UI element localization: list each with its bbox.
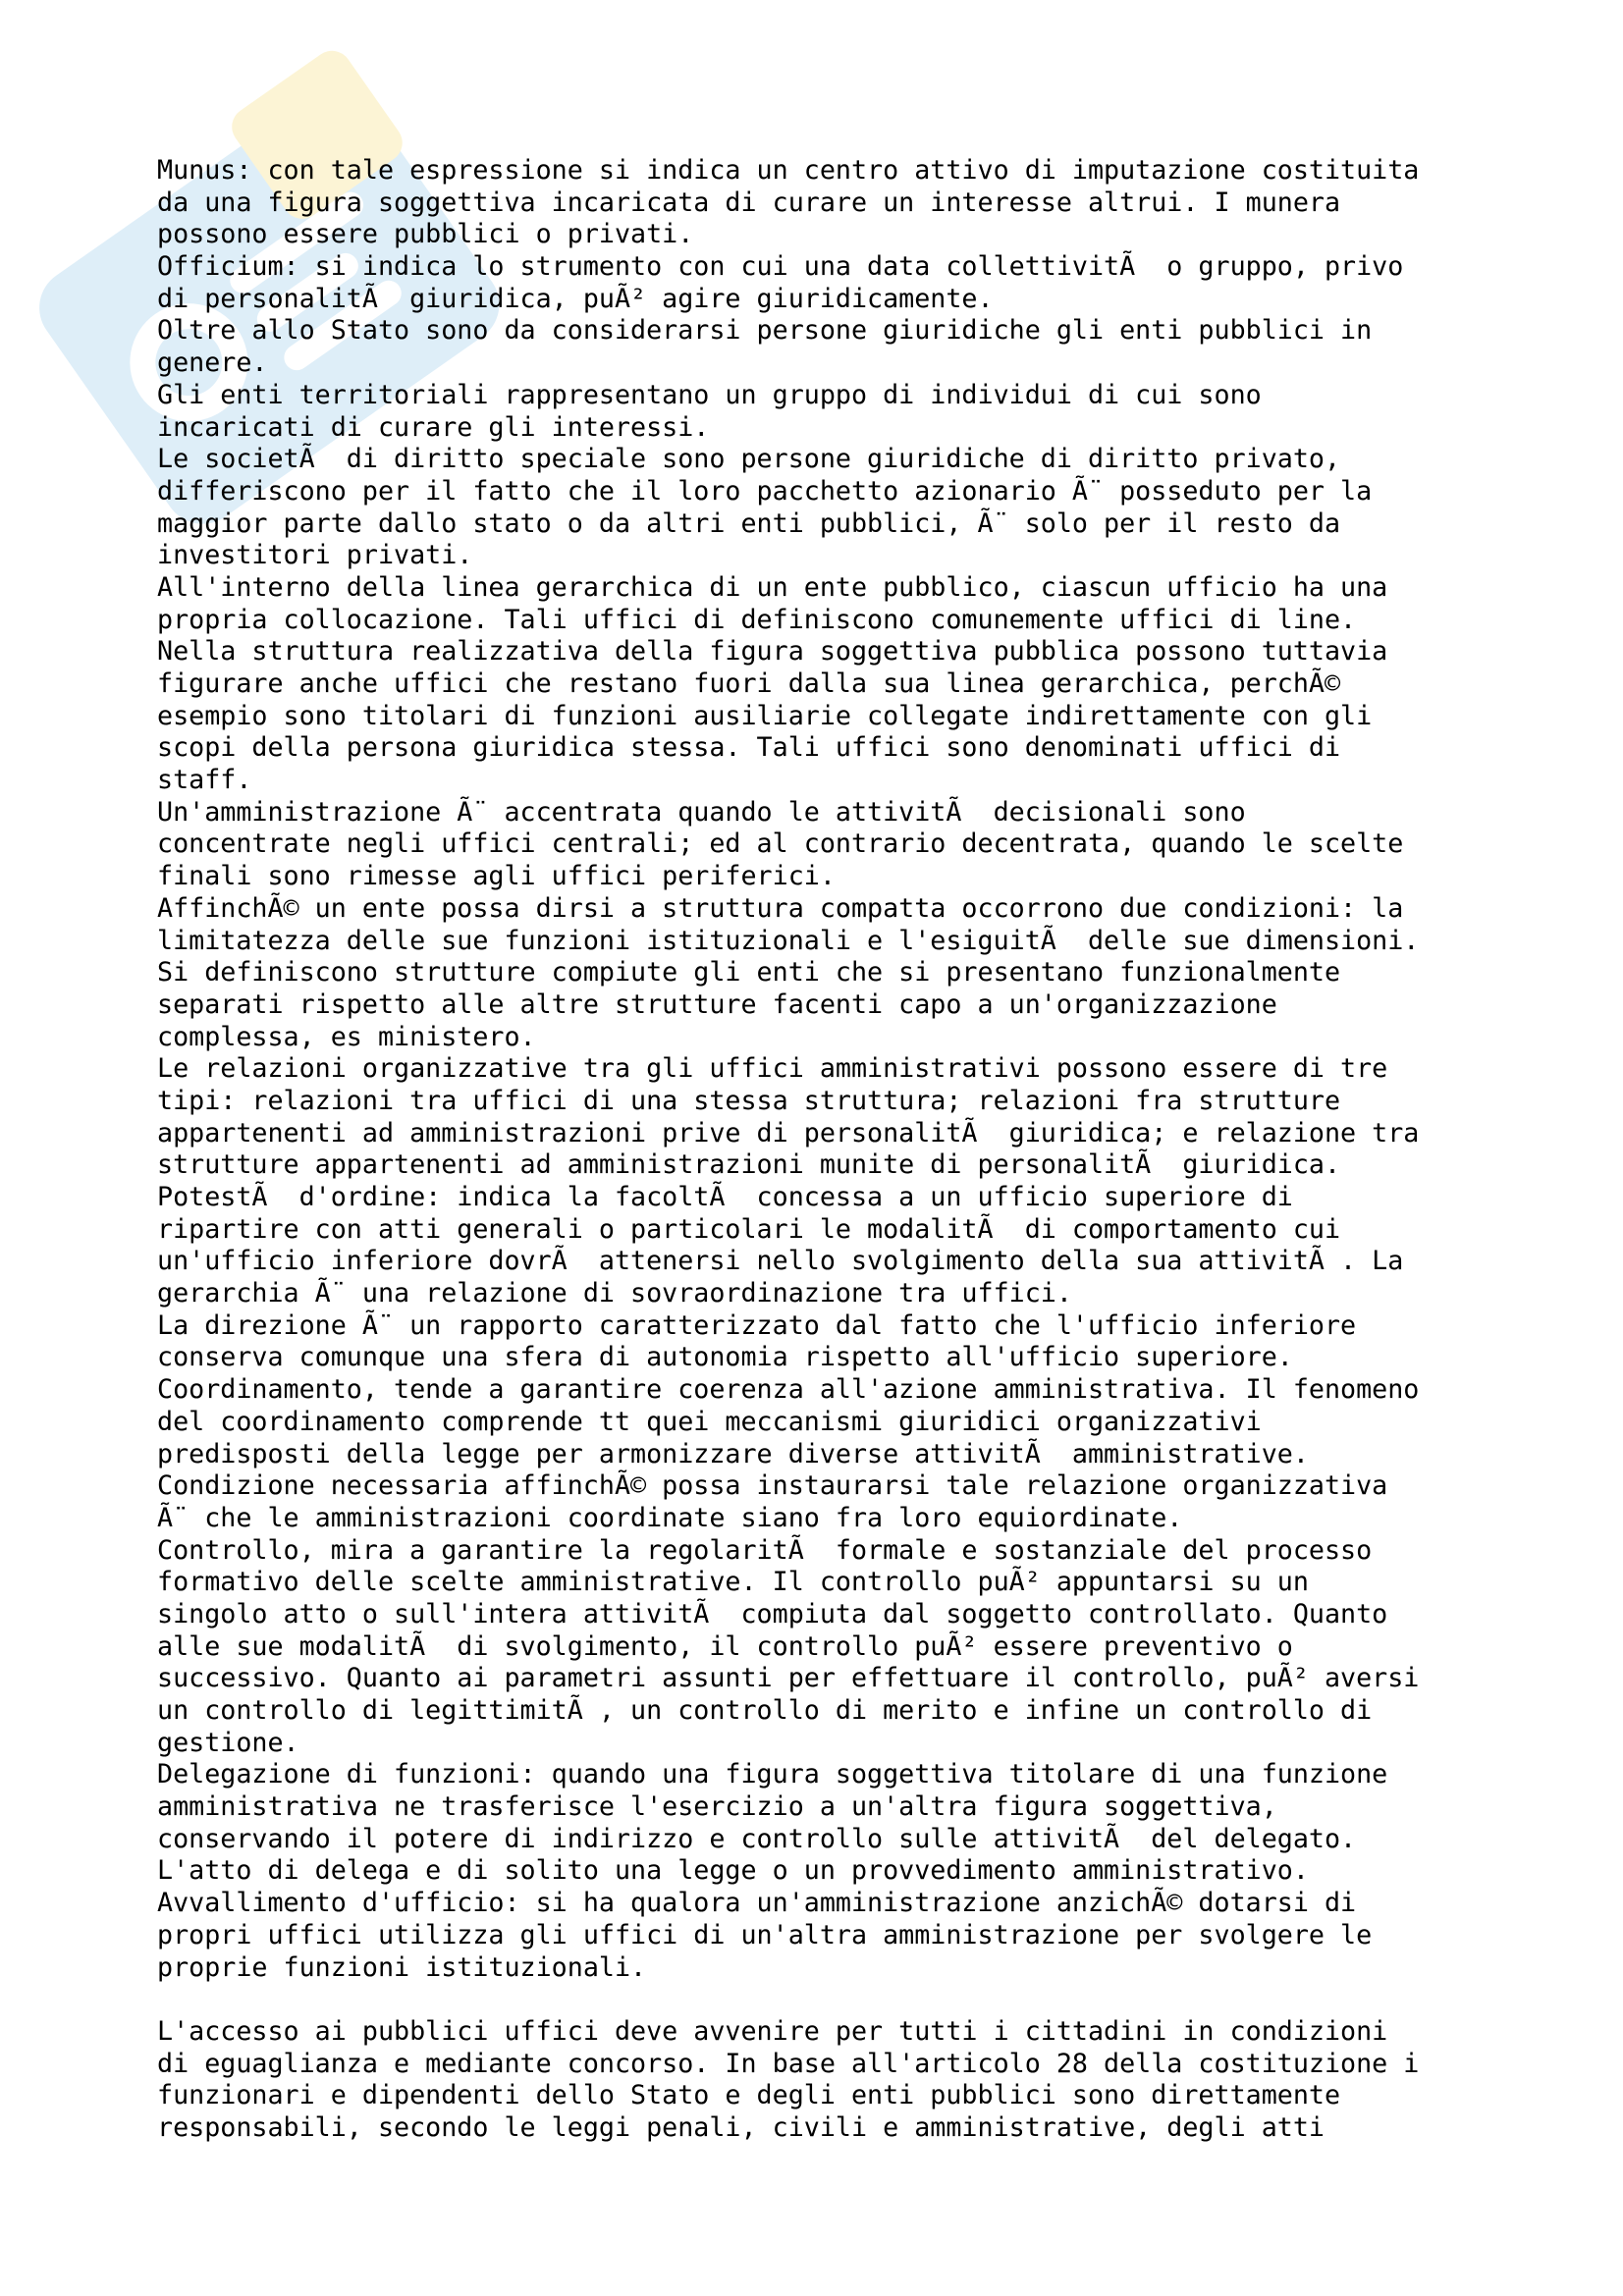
text-line: formativo delle scelte amministrative. Il controllo puÃ² appuntarsi su un [157, 1567, 1309, 1598]
text-line: Le relazioni organizzative tra gli uffici amministrativi possono essere di tre [157, 1053, 1388, 1085]
text-line: differiscono per il fatto che il loro pacchetto azionario Ã¨ posseduto per la [157, 475, 1373, 507]
text-line: limitatezza delle sue funzioni istituzionali e l'esiguitÃ delle sue dimensioni. [157, 925, 1420, 956]
text-line: gestione. [157, 1727, 299, 1758]
text-line: All'interno della linea gerarchica di un ente pubblico, ciascun ufficio ha una [157, 571, 1388, 603]
text-line [157, 1984, 1532, 2016]
text-line: genere. [157, 347, 268, 379]
text-line: Avvallimento d'ufficio: si ha qualora un'amministrazione anzichÃ© dotarsi di [157, 1888, 1357, 1919]
text-line: conservando il potere di indirizzo e controllo sulle attivitÃ del delegato. [157, 1823, 1357, 1854]
text-line: da una figura soggettiva incaricata di curare un interesse altrui. I munera [157, 187, 1341, 218]
text-line: investitori privati. [157, 540, 473, 571]
text-line: staff. [157, 765, 252, 796]
text-line: del coordinamento comprende tt quei meccanismi giuridici organizzativi [157, 1406, 1262, 1437]
text-line: Coordinamento, tende a garantire coerenza all'azione amministrativa. Il fenomeno [157, 1374, 1420, 1406]
text-line: predisposti della legge per armonizzare diverse attivitÃ amministrative. [157, 1438, 1309, 1469]
text-line: Oltre allo Stato sono da considerarsi persone giuridiche gli enti pubblici in [157, 315, 1373, 347]
text-line: figurare anche uffici che restano fuori dalla sua linea gerarchica, perchÃ© [157, 668, 1341, 699]
text-line: un'ufficio inferiore dovrÃ attenersi nello svolgimento della sua attivitÃ . La [157, 1246, 1404, 1277]
text-line: proprie funzioni istituzionali. [157, 1951, 647, 1983]
text-line: Si definiscono strutture compiute gli enti che si presentano funzionalmente [157, 957, 1341, 988]
text-line: Controllo, mira a garantire la regolaritÃ formale e sostanziale del processo [157, 1534, 1373, 1566]
text-line: tipi: relazioni tra uffici di una stessa struttura; relazioni fra strutture [157, 1085, 1341, 1116]
document-body [157, 155, 1532, 2145]
text-line: Le societÃ di diritto speciale sono persone giuridiche di diritto privato, [157, 444, 1341, 475]
text-line: Officium: si indica lo strumento con cui una data collettivitÃ o gruppo, privo [157, 251, 1404, 283]
text-line: concentrate negli uffici centrali; ed al contrario decentrata, quando le scelte [157, 828, 1404, 860]
text-line: Condizione necessaria affinchÃ© possa instaurarsi tale relazione organizzativa [157, 1470, 1388, 1502]
text-line: successivo. Quanto ai parametri assunti per effettuare il controllo, puÃ² aversi [157, 1663, 1420, 1694]
text-line: finali sono rimesse agli uffici periferici. [157, 861, 836, 892]
text-line: Delegazione di funzioni: quando una figura soggettiva titolare di una funzione [157, 1759, 1388, 1790]
text-line: alle sue modalitÃ di svolgimento, il controllo puÃ² essere preventivo o [157, 1630, 1293, 1662]
text-line: L'atto di delega e di solito una legge o un provvedimento amministrativo. [157, 1855, 1309, 1887]
text-line: un controllo di legittimitÃ , un controllo di merito e infine un controllo di [157, 1695, 1373, 1726]
text-line: Munus: con tale espressione si indica un centro attivo di imputazione costituita [157, 155, 1420, 186]
text-line: gerarchia Ã¨ una relazione di sovraordinazione tra uffici. [157, 1278, 1072, 1309]
text-line: appartenenti ad amministrazioni prive di personalitÃ giuridica; e relazione tra [157, 1117, 1420, 1148]
text-line: Gli enti territoriali rappresentano un gruppo di individui di cui sono [157, 379, 1262, 410]
text-line: singolo atto o sull'intera attivitÃ compiuta dal soggetto controllato. Quanto [157, 1598, 1388, 1629]
text-line: possono essere pubblici o privati. [157, 219, 694, 250]
text-line: Nella struttura realizzativa della figura soggettiva pubblica possono tuttavia [157, 636, 1388, 667]
text-line: Ã¨ che le amministrazioni coordinate siano fra loro equiordinate. [157, 1502, 1183, 1533]
text-line: maggior parte dallo stato o da altri enti pubblici, Ã¨ solo per il resto da [157, 507, 1341, 539]
text-line: responsabili, secondo le leggi penali, civili e amministrative, degli atti [157, 2111, 1325, 2143]
text-line: strutture appartenenti ad amministrazioni munite di personalitÃ giuridica. [157, 1149, 1341, 1181]
text-line: scopi della persona giuridica stessa. Tali uffici sono denominati uffici di [157, 732, 1341, 764]
text-line: AffinchÃ© un ente possa dirsi a struttura compatta occorrono due condizioni: la [157, 892, 1404, 924]
text-line: amministrativa ne trasferisce l'esercizio a un'altra figura soggettiva, [157, 1791, 1277, 1823]
text-line: propria collocazione. Tali uffici di definiscono comunemente uffici di line. [157, 604, 1357, 635]
text-line: complessa, es ministero. [157, 1021, 536, 1052]
text-line: separati rispetto alle altre strutture facenti capo a un'organizzazione [157, 988, 1277, 1020]
text-line: conserva comunque una sfera di autonomia rispetto all'ufficio superiore. [157, 1342, 1293, 1373]
text-line: ripartire con atti generali o particolari le modalitÃ di comportamento cui [157, 1213, 1341, 1245]
text-line: Un'amministrazione Ã¨ accentrata quando le attivitÃ decisionali sono [157, 796, 1246, 828]
text-line: La direzione Ã¨ un rapporto caratterizzato dal fatto che l'ufficio inferiore [157, 1309, 1357, 1341]
text-line: di eguaglianza e mediante concorso. In base all'articolo 28 della costituzione i [157, 2048, 1420, 2079]
text-line: funzionari e dipendenti dello Stato e degli enti pubblici sono direttamente [157, 2080, 1341, 2111]
text-line: propri uffici utilizza gli uffici di un'altra amministrazione per svolgere le [157, 1919, 1373, 1950]
text-line: L'accesso ai pubblici uffici deve avvenire per tutti i cittadini in condizioni [157, 2015, 1388, 2047]
text-line: incaricati di curare gli interessi. [157, 411, 710, 443]
text-line: di personalitÃ giuridica, puÃ² agire giuridicamente. [157, 283, 994, 314]
text-line: PotestÃ d'ordine: indica la facoltÃ concessa a un ufficio superiore di [157, 1182, 1293, 1212]
text-line: esempio sono titolari di funzioni ausiliarie collegate indirettamente con gli [157, 700, 1373, 731]
